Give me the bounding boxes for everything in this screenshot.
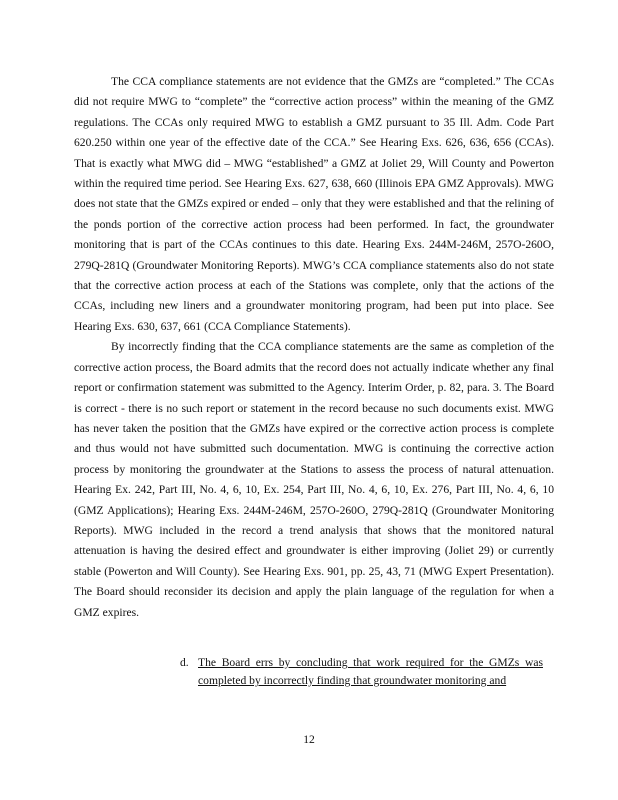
body-text [74, 72, 554, 623]
section-heading-text: The Board errs by concluding that work required for the GMZs was completed by incorrectly finding that groundwater monitoring and [198, 656, 543, 687]
section-heading-label: d. [180, 656, 189, 669]
paragraph-cca-compliance: The CCA compliance statements are not evidence that the GMZs are “completed.” The CCAs did not require MWG to “complete” the “corrective action process” within the meaning of the GMZ regulations. The CCAs only required MWG to establish a GMZ pursuant to 35 Ill. Adm. Code Part 620.250 within one year of the effective date of the CCA.” See Hearing Exs. 626, 636, 656 (CCAs). That is exactly what MWG did – MWG “established” a GMZ at Joliet 29, Will County and Powerton within the required time period. See Hearing Exs. 627, 638, 660 (Illinois EPA GMZ Approvals). MWG does not state that the GMZs expired or ended – only that they were established and that the relining of the ponds portion of the corrective action process had been performed. In fact, the groundwater monitoring that is part of the CCAs continues to this date. Hearing Exs. 244M-246M, 257O-260O, 279Q-281Q (Groundwater Monitoring Reports). MWG’s CCA compliance statements also do not state that the corrective action process at each of the Stations was complete, only that the actions of the CCAs, including new liners and a groundwater monitoring program, had been put into place. See Hearing Exs. 630, 637, 661 (CCA Compliance Statements). [74, 75, 554, 333]
paragraph-completion-finding: By incorrectly finding that the CCA compliance statements are the same as completion of the corrective action process, the Board admits that the record does not actually indicate whether any final report or confirmation statement was submitted to the Agency. Interim Order, p. 82, para. 3. The Board is correct - there is no such report or statement in the record because no such documents exist. MWG has never taken the position that the GMZs have expired or the corrective action process is complete and thus would not have submitted such documentation. MWG is continuing the corrective action process by monitoring the groundwater at the Stations to assess the process of natural attenuation. Hearing Ex. 242, Part III, No. 4, 6, 10, Ex. 254, Part III, No. 4, 6, 10, Ex. 276, Part III, No. 4, 6, 10 (GMZ Applications); Hearing Exs. 244M-246M, 257O-260O, 279Q-281Q (Groundwater Monitoring Reports). MWG included in the record a trend analysis that shows that the monitored natural attenuation is having the desired effect and groundwater is either improving (Joliet 29) or currently stable (Powerton and Will County). See Hearing Exs. 901, pp. 25, 43, 71 (MWG Expert Presentation). The Board should reconsider its decision and apply the plain language of the regulation for when a GMZ expires. [74, 340, 554, 619]
page-number: 12 [303, 733, 315, 746]
section-heading-d [180, 654, 560, 690]
